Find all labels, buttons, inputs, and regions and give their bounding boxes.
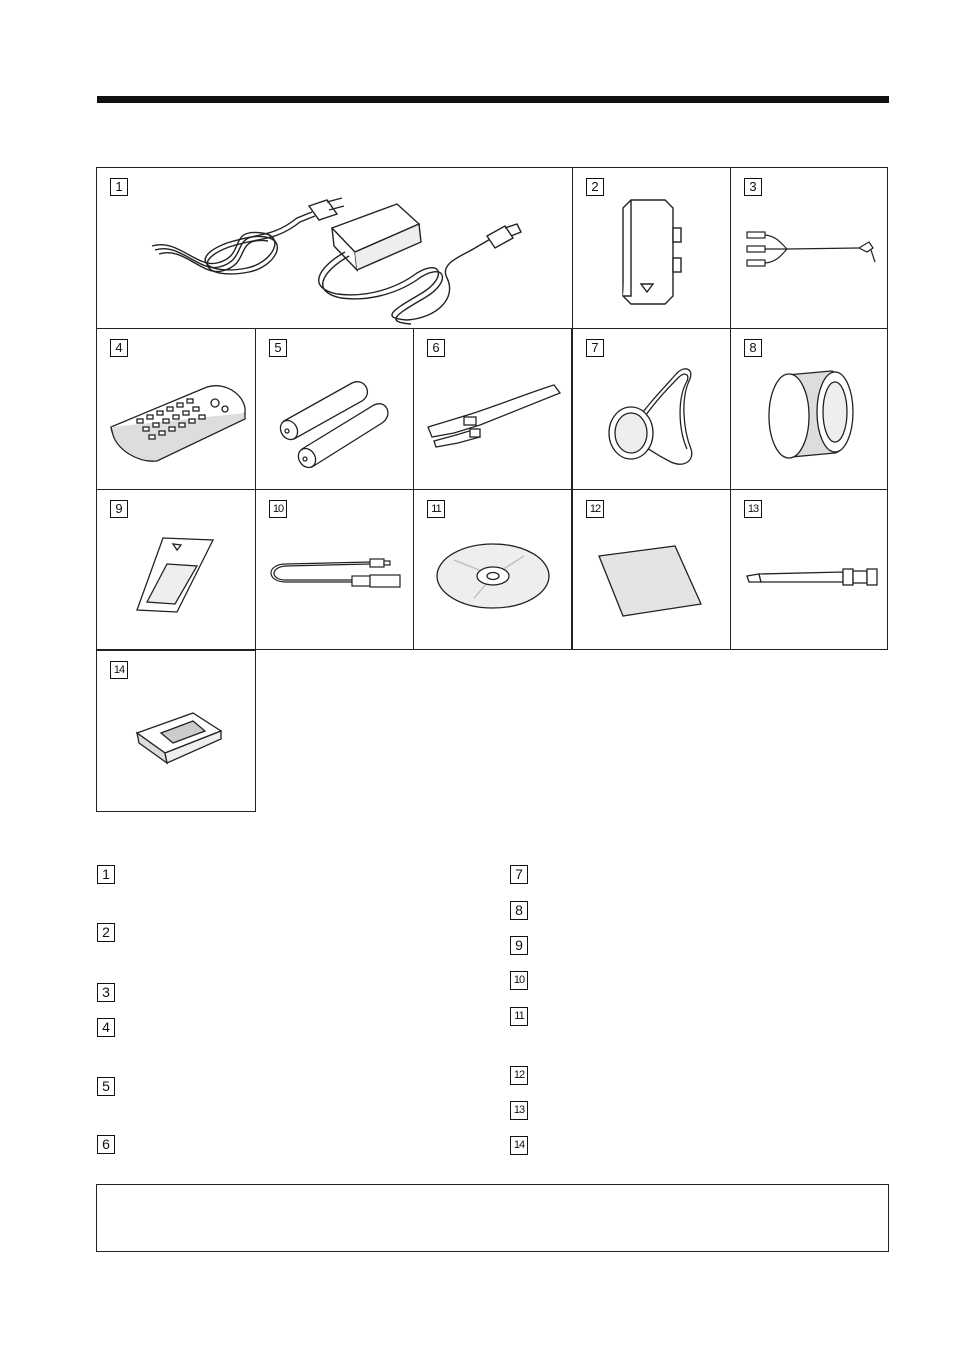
usb-cable-icon [256, 490, 415, 651]
item-number-4: 4 [110, 339, 128, 357]
item-number-1: 1 [110, 178, 128, 196]
aa-batteries-icon [256, 329, 415, 491]
item-number-11: 11 [427, 500, 445, 518]
legend-number-7: 7 [510, 865, 528, 884]
item-number-9: 9 [110, 500, 128, 518]
accessory-cell-1 [96, 167, 573, 329]
cd-rom-icon [414, 490, 573, 651]
legend-number-2: 2 [97, 923, 115, 942]
legend-number-3: 3 [97, 983, 115, 1002]
accessory-cell-5 [255, 328, 414, 490]
ac-adaptor-icon [97, 168, 574, 330]
accessory-cell-10 [255, 489, 414, 650]
accessory-cell-6 [413, 328, 572, 490]
pen-icon [731, 490, 889, 651]
item-number-3: 3 [744, 178, 762, 196]
item-number-5: 5 [269, 339, 287, 357]
note-box [96, 1184, 889, 1252]
lens-cap-icon [573, 329, 732, 491]
av-cable-icon [731, 168, 889, 330]
legend-number-8: 8 [510, 901, 528, 920]
legend-number-11: 11 [510, 1007, 528, 1026]
shoe-adaptor-icon [97, 651, 257, 813]
accessory-cell-14 [96, 650, 256, 812]
accessory-cell-13 [730, 489, 888, 650]
item-number-2: 2 [586, 178, 604, 196]
item-number-7: 7 [586, 339, 604, 357]
legend-number-5: 5 [97, 1077, 115, 1096]
accessory-cell-8 [730, 328, 888, 490]
cleaning-cloth-icon [573, 490, 732, 651]
legend-number-1: 1 [97, 865, 115, 884]
accessory-cell-7 [572, 328, 731, 490]
legend-number-9: 9 [510, 936, 528, 955]
battery-pack-icon [573, 168, 732, 330]
remote-control-icon [97, 329, 257, 491]
shoulder-strap-icon [414, 329, 573, 491]
memory-stick-icon [97, 490, 257, 651]
accessory-cell-2 [572, 167, 731, 329]
legend-number-13: 13 [510, 1101, 528, 1120]
item-number-12: 12 [586, 500, 604, 518]
item-number-13: 13 [744, 500, 762, 518]
accessory-cell-12 [572, 489, 731, 650]
item-number-10: 10 [269, 500, 287, 518]
accessory-cell-3 [730, 167, 888, 329]
legend-number-4: 4 [97, 1018, 115, 1037]
section-header-rule [97, 96, 889, 103]
item-number-8: 8 [744, 339, 762, 357]
legend-number-14: 14 [510, 1136, 528, 1155]
accessory-cell-11 [413, 489, 572, 650]
accessory-cell-9 [96, 489, 256, 650]
legend-number-6: 6 [97, 1135, 115, 1154]
legend-number-10: 10 [510, 971, 528, 990]
item-number-14: 14 [110, 661, 128, 679]
accessory-cell-4 [96, 328, 256, 490]
item-number-6: 6 [427, 339, 445, 357]
lens-hood-icon [731, 329, 889, 491]
legend-number-12: 12 [510, 1066, 528, 1085]
